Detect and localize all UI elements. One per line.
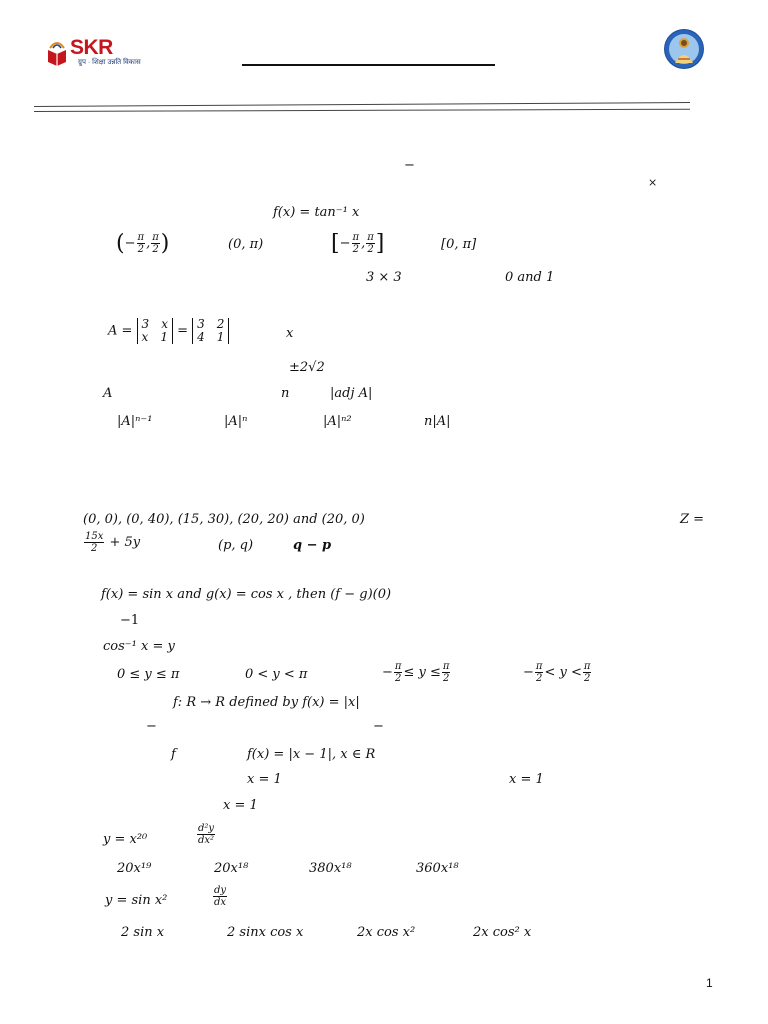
tan-function: f(x) = tan⁻¹ x (273, 205, 360, 220)
sin-option-b: 2 sinx cos x (227, 925, 304, 940)
derivative-option-b: 20x¹⁸ (214, 861, 249, 876)
adj-option-c: |A|ⁿ² (323, 414, 352, 429)
adj-matrix-a: A (103, 386, 113, 401)
header-rule-second (34, 109, 690, 112)
continuity-point-b: x = 1 (509, 772, 544, 787)
determinant-answer: ±2√2 (289, 360, 325, 375)
arccos-option-b: 0 < y < π (245, 667, 308, 682)
determinant-variable: x (286, 326, 294, 341)
sin-statement: y = sin x² (105, 893, 168, 908)
continuity-f: f (171, 747, 176, 762)
continuity-point-c: x = 1 (223, 798, 258, 813)
matrix-order: 3 × 3 (366, 270, 402, 285)
times-mark: × (648, 176, 658, 189)
lpp-objective: $\frac{15x}{2}$ + 5y (85, 531, 141, 554)
adj-option-a: |A|ⁿ⁻¹ (117, 414, 153, 429)
lpp-pq: (p, q) (218, 538, 254, 553)
tan-option-a: (− $\frac{\pi}{2}$ , $\frac{\pi}{2}$ ) (116, 231, 170, 256)
derivative-statement: y = x²⁰ (103, 832, 148, 847)
saraswati-emblem-icon (664, 29, 704, 69)
derivative-option-c: 380x¹⁸ (309, 861, 352, 876)
second-derivative: $\frac{\text{d²y}}{\text{dx²}}$ (198, 823, 215, 846)
adj-order-n: n (281, 386, 290, 401)
arccos-statement: cos⁻¹ x = y (103, 639, 175, 654)
page-number: 1 (706, 976, 713, 990)
brand-name: SKR (70, 36, 113, 59)
continuity-point-a: x = 1 (247, 772, 282, 787)
sin-option-d: 2x cos² x (473, 925, 532, 940)
dash-mark: − (404, 158, 415, 173)
matrix-entries: 0 and 1 (505, 270, 555, 285)
first-derivative: $\frac{dy}{dx}$ (214, 885, 227, 908)
fg-option: −1 (120, 613, 140, 628)
arccos-option-d: − $\frac{\pi}{2}$ < y < $\frac{\pi}{2}$ (523, 661, 591, 684)
fg-statement: f(x) = sin x and g(x) = cos x , then (f − g)(0) (101, 587, 392, 602)
sin-option-a: 2 sin x (121, 925, 165, 940)
book-logo-icon (46, 40, 68, 66)
adj-expression: |adj A| (330, 386, 373, 401)
derivative-option-d: 360x¹⁸ (416, 861, 459, 876)
arccos-option-c: − $\frac{\pi}{2}$ ≤ y ≤ $\frac{\pi}{2}$ (382, 661, 450, 684)
header-rule (34, 102, 690, 107)
abs-dash-b: − (373, 719, 384, 734)
derivative-option-a: 20x¹⁹ (117, 861, 152, 876)
lpp-corner-points: (0, 0), (0, 40), (15, 30), (20, 20) and (20, 0) (83, 512, 365, 527)
continuity-definition: f(x) = |x − 1|, x ∈ R (247, 747, 376, 762)
abs-dash-a: − (146, 719, 157, 734)
sin-option-c: 2x cos x² (357, 925, 416, 940)
tan-option-d: [0, π] (441, 237, 477, 252)
abs-function-statement: f: R → R defined by f(x) = |x| (173, 695, 360, 710)
skr-logo (46, 34, 141, 70)
tan-option-c: [− $\frac{\pi}{2}$ , $\frac{\pi}{2}$ ] (331, 231, 385, 256)
adj-option-d: n|A| (424, 414, 451, 429)
adj-option-b: |A|ⁿ (224, 414, 248, 429)
arccos-option-a: 0 ≤ y ≤ π (117, 667, 180, 682)
determinant-equation: A = 3 x x 1 = 3 2 4 1 (108, 318, 229, 344)
tan-option-b: (0, π) (228, 237, 264, 252)
title-underline (242, 64, 495, 66)
lpp-objective-label: Z = (680, 512, 705, 527)
brand-sub: ग्रुप · शिक्षा उन्नति विकास (78, 59, 141, 66)
lpp-answer: q − p (293, 538, 332, 553)
